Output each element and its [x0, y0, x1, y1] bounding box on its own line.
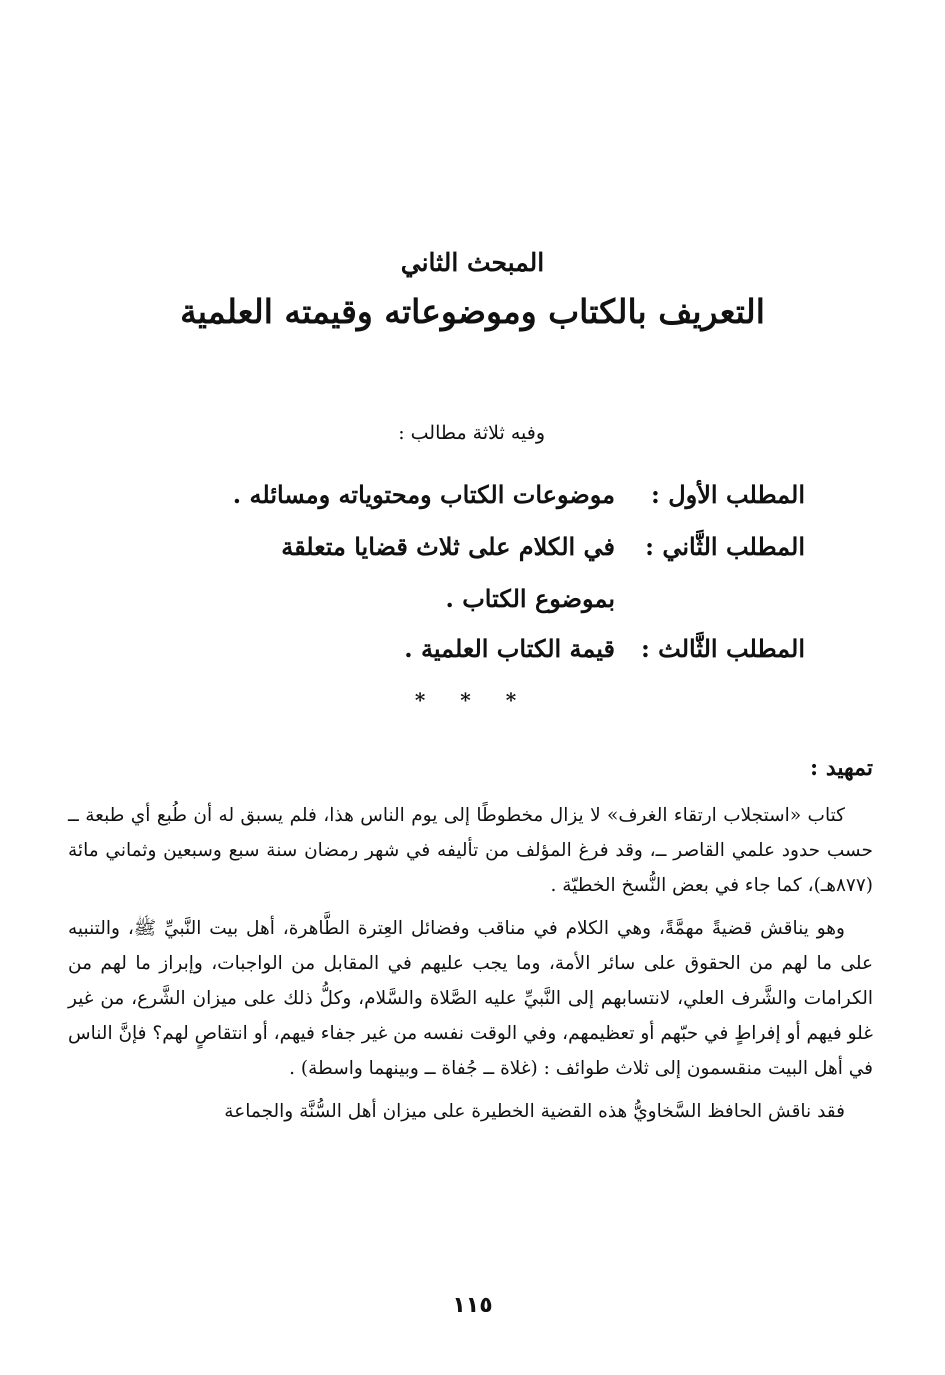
section-text: في الكلام على ثلاث قضايا متعلقة: [281, 532, 615, 561]
page-number: ١١٥: [452, 1293, 493, 1318]
section-text: قيمة الكتاب العلمية .: [404, 634, 615, 663]
chapter-subtitle: المبحث الثاني: [400, 248, 545, 277]
intro-heading: تمهيد :: [810, 755, 873, 781]
paragraph-2: وهو يناقش قضيةً مهمَّةً، وهي الكلام في مناقب وفضائل العِترة الطَّاهرة، أهل بيت النَّبيِّ ﷺ، والتنبيه على ما لهم من الحقوق على سائر الأمة، وما يجب عليهم في المقابل من الواجبات، وإبراز ما لهم من الكرامات والشَّرف العلي، لانتسابهم إلى النَّبيِّ عليه الصَّلاة والسَّلام، وكلُّ ذلك على ميزان الشَّرع، من غير غلو فيهم أو إفراطٍ في حبّهم أو تعظيمهم، وفي الوقت نفسه من غير جفاء فيهم، أو انتقاصٍ لهم؟ فإنَّ الناس في أهل البيت منقسمون إلى ثلاث طوائف : (غلاة ــ جُفاة ــ وبينهما واسطة) .: [68, 918, 873, 1079]
section-label: المطلب الأول :: [650, 480, 805, 509]
section-item-3: [130, 634, 805, 663]
section-text: موضوعات الكتاب ومحتوياته ومسائله .: [232, 480, 615, 509]
section-item-2: [130, 532, 805, 561]
section-label: المطلب الثَّاني :: [645, 532, 805, 561]
section-item-1: [130, 480, 805, 509]
section-item-2-continuation: بموضوع الكتاب .: [445, 584, 615, 613]
separator-asterisks: * * *: [414, 688, 531, 712]
paragraph-1: كتاب «استجلاب ارتقاء الغرف» لا يزال مخطوطًا إلى يوم الناس هذا، فلم يسبق له أن طُبع أي طبعة ــ حسب حدود علمي القاصر ــ، وقد فرغ المؤلف من تأليفه في شهر رمضان سنة سبع وسبعين وثماني مائة (٨٧٧هـ)، كما جاء في بعض النُّسخ الخطيّة .: [68, 805, 873, 896]
sections-intro: وفيه ثلاثة مطالب :: [398, 422, 545, 444]
paragraph-3: فقد ناقش الحافظ السَّخاويُّ هذه القضية الخطيرة على ميزان أهل السُّنَّة والجماعة: [224, 1101, 845, 1122]
section-label: المطلب الثَّالث :: [640, 634, 805, 663]
body-text: [68, 798, 873, 1137]
chapter-title: التعريف بالكتاب وموضوعاته وقيمته العلمية: [180, 292, 765, 331]
